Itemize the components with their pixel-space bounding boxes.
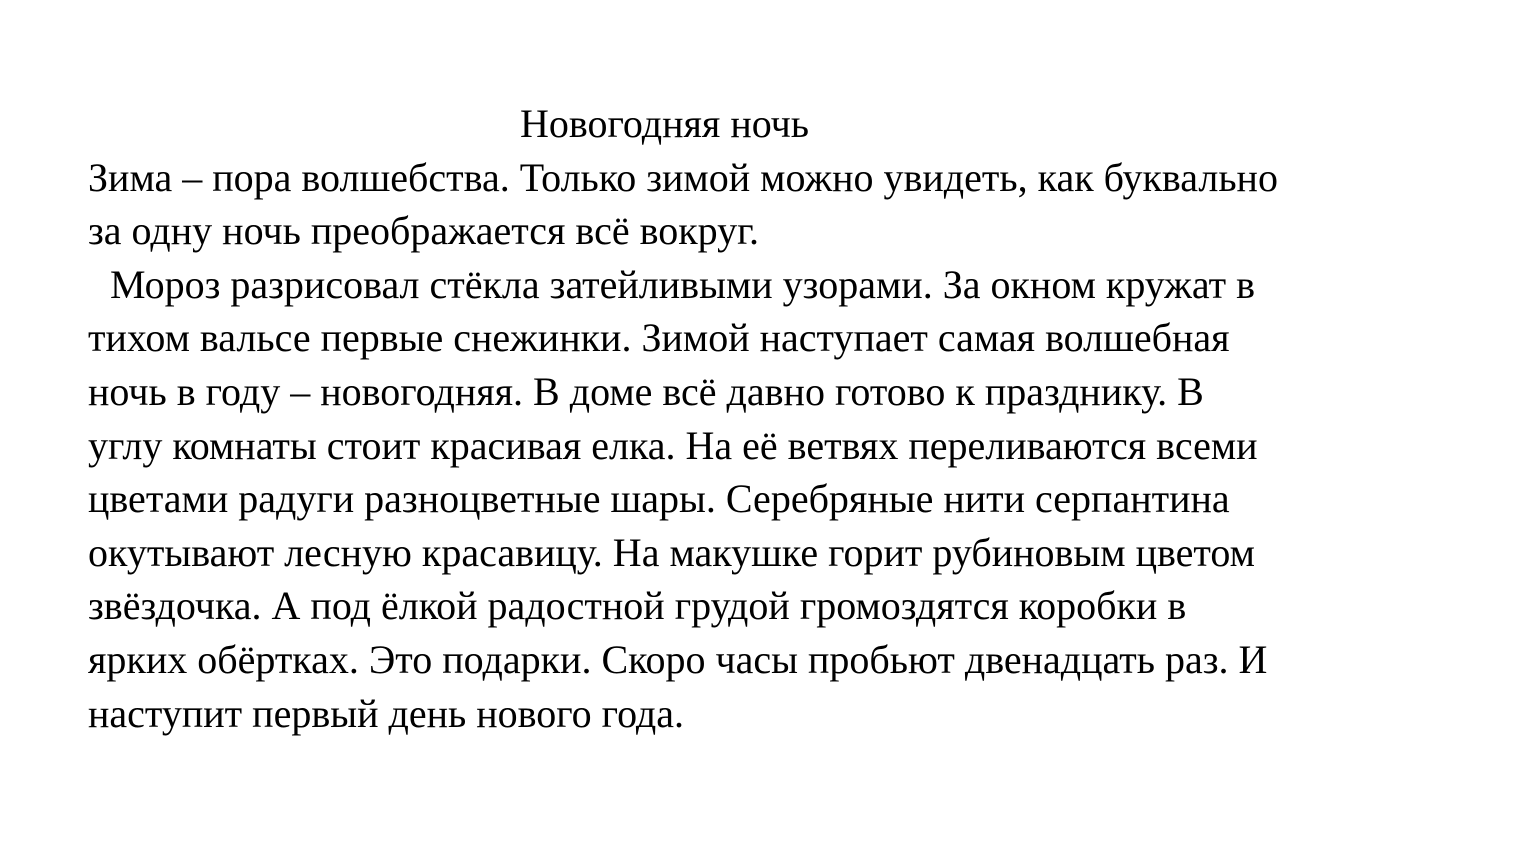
paragraph-line: цветами радуги разноцветные шары. Серебряные нити серпантина <box>88 476 1230 522</box>
paragraph-line: ночь в году – новогодняя. В доме всё давно готово к празднику. В <box>88 368 1204 414</box>
paragraph-line: наступит первый день нового года. <box>88 690 685 736</box>
paragraph-line: ярких обёртках. Это подарки. Скоро часы пробьют двенадцать раз. И <box>88 636 1268 682</box>
paragraph-line: Зима – пора волшебства. Только зимой можно увидеть, как буквально <box>88 154 1278 200</box>
paragraph-line: за одну ночь преображается всё вокруг. <box>88 208 759 254</box>
paragraph-line: окутывают лесную красавицу. На макушке горит рубиновым цветом <box>88 529 1255 575</box>
document-title: Новогодняя ночь <box>520 101 810 146</box>
paragraph-line: Мороз разрисовал стёкла затейливыми узорами. За окном кружат в <box>110 261 1255 307</box>
paragraph-line: звёздочка. А под ёлкой радостной грудой громоздятся коробки в <box>88 583 1187 629</box>
paragraph-line: тихом вальсе первые снежинки. Зимой наступает самая волшебная <box>88 315 1230 361</box>
text-block <box>88 97 1448 740</box>
paragraph-line: углу комнаты стоит красивая елка. На её ветвях переливаются всеми <box>88 422 1258 468</box>
